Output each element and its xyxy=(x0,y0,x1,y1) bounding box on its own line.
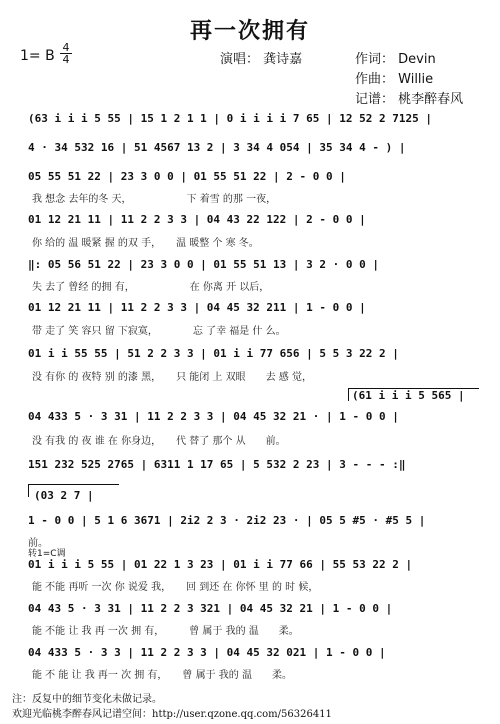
score-line-6: 01 12 21 11 | 11 2 2 3 3 | 04 45 32 211 | 1 - 0 0 | xyxy=(28,301,366,314)
lyric-line-10: 能 不 能 让 我 再一 次 拥 有， 曾 属于 我的 温 柔。 xyxy=(32,670,292,681)
footer-website: 欢迎光临桃李醉春风记谱空间：http://user.qzone.qq.com/56326411 xyxy=(12,709,332,720)
song-title: 再一次拥有 xyxy=(189,18,310,44)
score-line-9: 151 232 525 2765 | 6311 1 17 65 | 5 532 2 23 | 3 - - - :‖ xyxy=(28,458,406,471)
lyric-line-9: 能 不能 让 我 再 一次 拥 有， 曾 属于 我的 温 柔。 xyxy=(32,626,299,637)
score-line-1: (63 i i i 5 55 | 15 1 2 1 1 | 0 i i i i 7 65 | 12 52 2 7125 | xyxy=(28,112,432,125)
lyric-line-3: 失 去了 曾经 的拥 有， 在 你离 开 以后， xyxy=(32,282,270,293)
score-line-5: ‖: 05 56 51 22 | 23 3 0 0 | 01 55 51 13 | 3 2 · 0 0 | xyxy=(28,258,379,271)
lyric-line-6: 没 有我 的 夜 谁 在 你身边， 代 替了 那个 从 前。 xyxy=(32,436,286,447)
lyric-line-1: 我 想念 去年的冬 天， 下 着雪 的那 一夜， xyxy=(32,194,277,205)
score-line-3: 05 55 51 22 | 23 3 0 0 | 01 55 51 22 | 2 - 0 0 | xyxy=(28,170,346,183)
composer-credit: 作曲： Willie xyxy=(355,72,434,87)
score-line-10: 1 - 0 0 | 5 1 6 3671 | 2i2 2 3 · 2i2 23 · | 05 5 #5 · #5 5 | xyxy=(28,514,426,527)
transcriber-credit: 记谱： 桃李醉春风 xyxy=(355,92,464,107)
lyric-line-5: 没 有你 的 夜特 别 的漆 黑， 只 能闭 上 双眼 去 感 觉， xyxy=(32,372,312,383)
score-line-13: 04 433 5 · 3 3 | 11 2 2 3 3 | 04 45 32 021 | 1 - 0 0 | xyxy=(28,646,386,659)
score-line-7: 01 i i 55 55 | 51 2 2 3 3 | 01 i i 77 656 | 5 5 3 22 2 | xyxy=(28,347,399,360)
lyric-line-2: 你 给的 温 暖紧 握 的双 手， 温 暖整 个 寒 冬。 xyxy=(32,238,259,249)
small-phrase: (03 2 7 | xyxy=(34,489,94,502)
footer-note: 注：反复中的细节变化未做记录。 xyxy=(12,694,162,705)
score-line-2: 4 · 34 532 16 | 51 4567 13 2 | 3 34 4 054 | 35 34 4 - ) | xyxy=(28,141,406,154)
singer-credit: 演唱： 龚诗嘉 xyxy=(220,52,303,67)
ending-phrase: (61 i i i 5 565 | xyxy=(352,389,465,402)
time-signature-bottom: 4 xyxy=(60,53,72,65)
lyric-line-7: 前。 xyxy=(28,538,48,549)
lyric-line-4: 带 走了 笑 容只 留 下寂寞， 忘 了幸 福是 什 么。 xyxy=(32,326,286,337)
time-signature xyxy=(60,42,72,65)
lyric-line-8: 能 不能 再听 一次 你 说爱 我， 回 到还 在 你怀 里 的 时 候， xyxy=(32,582,319,593)
score-line-12: 04 43 5 · 3 31 | 11 2 2 3 321 | 04 45 32 21 | 1 - 0 0 | xyxy=(28,602,393,615)
time-signature-top: 4 xyxy=(62,41,70,54)
key-change-note: 转1=C调 xyxy=(28,549,66,559)
key-signature: 1= B xyxy=(20,48,55,64)
lyricist-credit: 作词： Devin xyxy=(355,52,436,67)
score-line-8: 04 433 5 · 3 31 | 11 2 2 3 3 | 04 45 32 21 · | 1 - 0 0 | xyxy=(28,410,399,423)
score-line-11: 01 i i i 5 55 | 01 22 1 3 23 | 01 i i 77 66 | 55 53 22 2 | xyxy=(28,558,413,571)
score-line-4: 01 12 21 11 | 11 2 2 3 3 | 04 43 22 122 | 2 - 0 0 | xyxy=(28,213,366,226)
